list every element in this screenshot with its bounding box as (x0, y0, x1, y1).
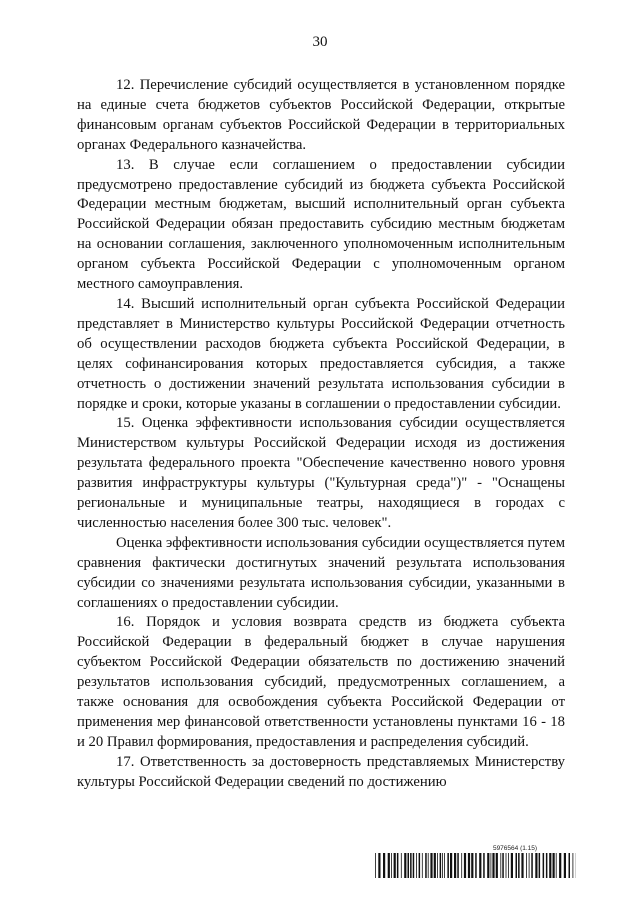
paragraph-17: 17. Ответственность за достоверность представляемых Министерству культуры Российской Федерации сведений по достижению (77, 753, 565, 790)
paragraph-15: 15. Оценка эффективности использования субсидии осуществляется Министерством культуры Российской Федерации исходя из достижения результата федерального проекта "Обеспечение качественно нового уровня развития инфраструктуры культуры ("Культурная среда")" - "Оснащены региональные и муниципальные театры, находящиеся в городах с численностью населения более 300 тыс. человек". (77, 415, 565, 531)
paragraph-12: 12. Перечисление субсидий осуществляется в установленном порядке на единые счета бюджетов субъектов Российской Федерации, открытые финансовым органам субъектов Российской Федерации в территориальных органах Федерального казначейства. (77, 77, 565, 153)
document-body (77, 76, 565, 793)
paragraph-16: 16. Порядок и условия возврата средств из бюджета субъекта Российской Федерации в федеральный бюджет в случае нарушения субъектом Российской Федерации обязательств по достижению значений результатов использования субсидий, предусмотренных соглашением, а также основания для освобождения субъекта Российской Федерации от применения мер финансовой ответственности установлены пунктами 16 - 18 и 20 Правил формирования, предоставления и распределения субсидий. (77, 614, 565, 750)
barcode-icon (375, 853, 576, 878)
paragraph-15-evaluation: Оценка эффективности использования субсидии осуществляется путем сравнения фактически достигнутых значений результата использования субсидии со значениями результата использования субсидии, указанными в соглашениях о предоставлении субсидии. (77, 534, 565, 611)
page-number: 30 (312, 34, 328, 50)
paragraph-13: 13. В случае если соглашением о предоставлении субсидии предусмотрено предоставление субсидий из бюджета субъекта Российской Федерации местным бюджетам, высший исполнительный орган субъекта Российской Федерации обязан предоставить субсидию местным бюджетам на основании соглашения, заключенного уполномоченным исполнительным органом субъекта Российской Федерации с уполномоченным органом местного самоуправления. (77, 156, 565, 293)
paragraph-14: 14. Высший исполнительный орган субъекта Российской Федерации представляет в Министерство культуры Российской Федерации отчетность об осуществлении расходов бюджета субъекта Российской Федерации, в целях софинансирования которых предоставляется субсидия, а также отчетность о достижении значений результата использования субсидии в порядке и сроки, которые указаны в соглашении о предоставлении субсидии. (77, 295, 565, 412)
document-code: 5976564 (1.15) (492, 845, 538, 852)
